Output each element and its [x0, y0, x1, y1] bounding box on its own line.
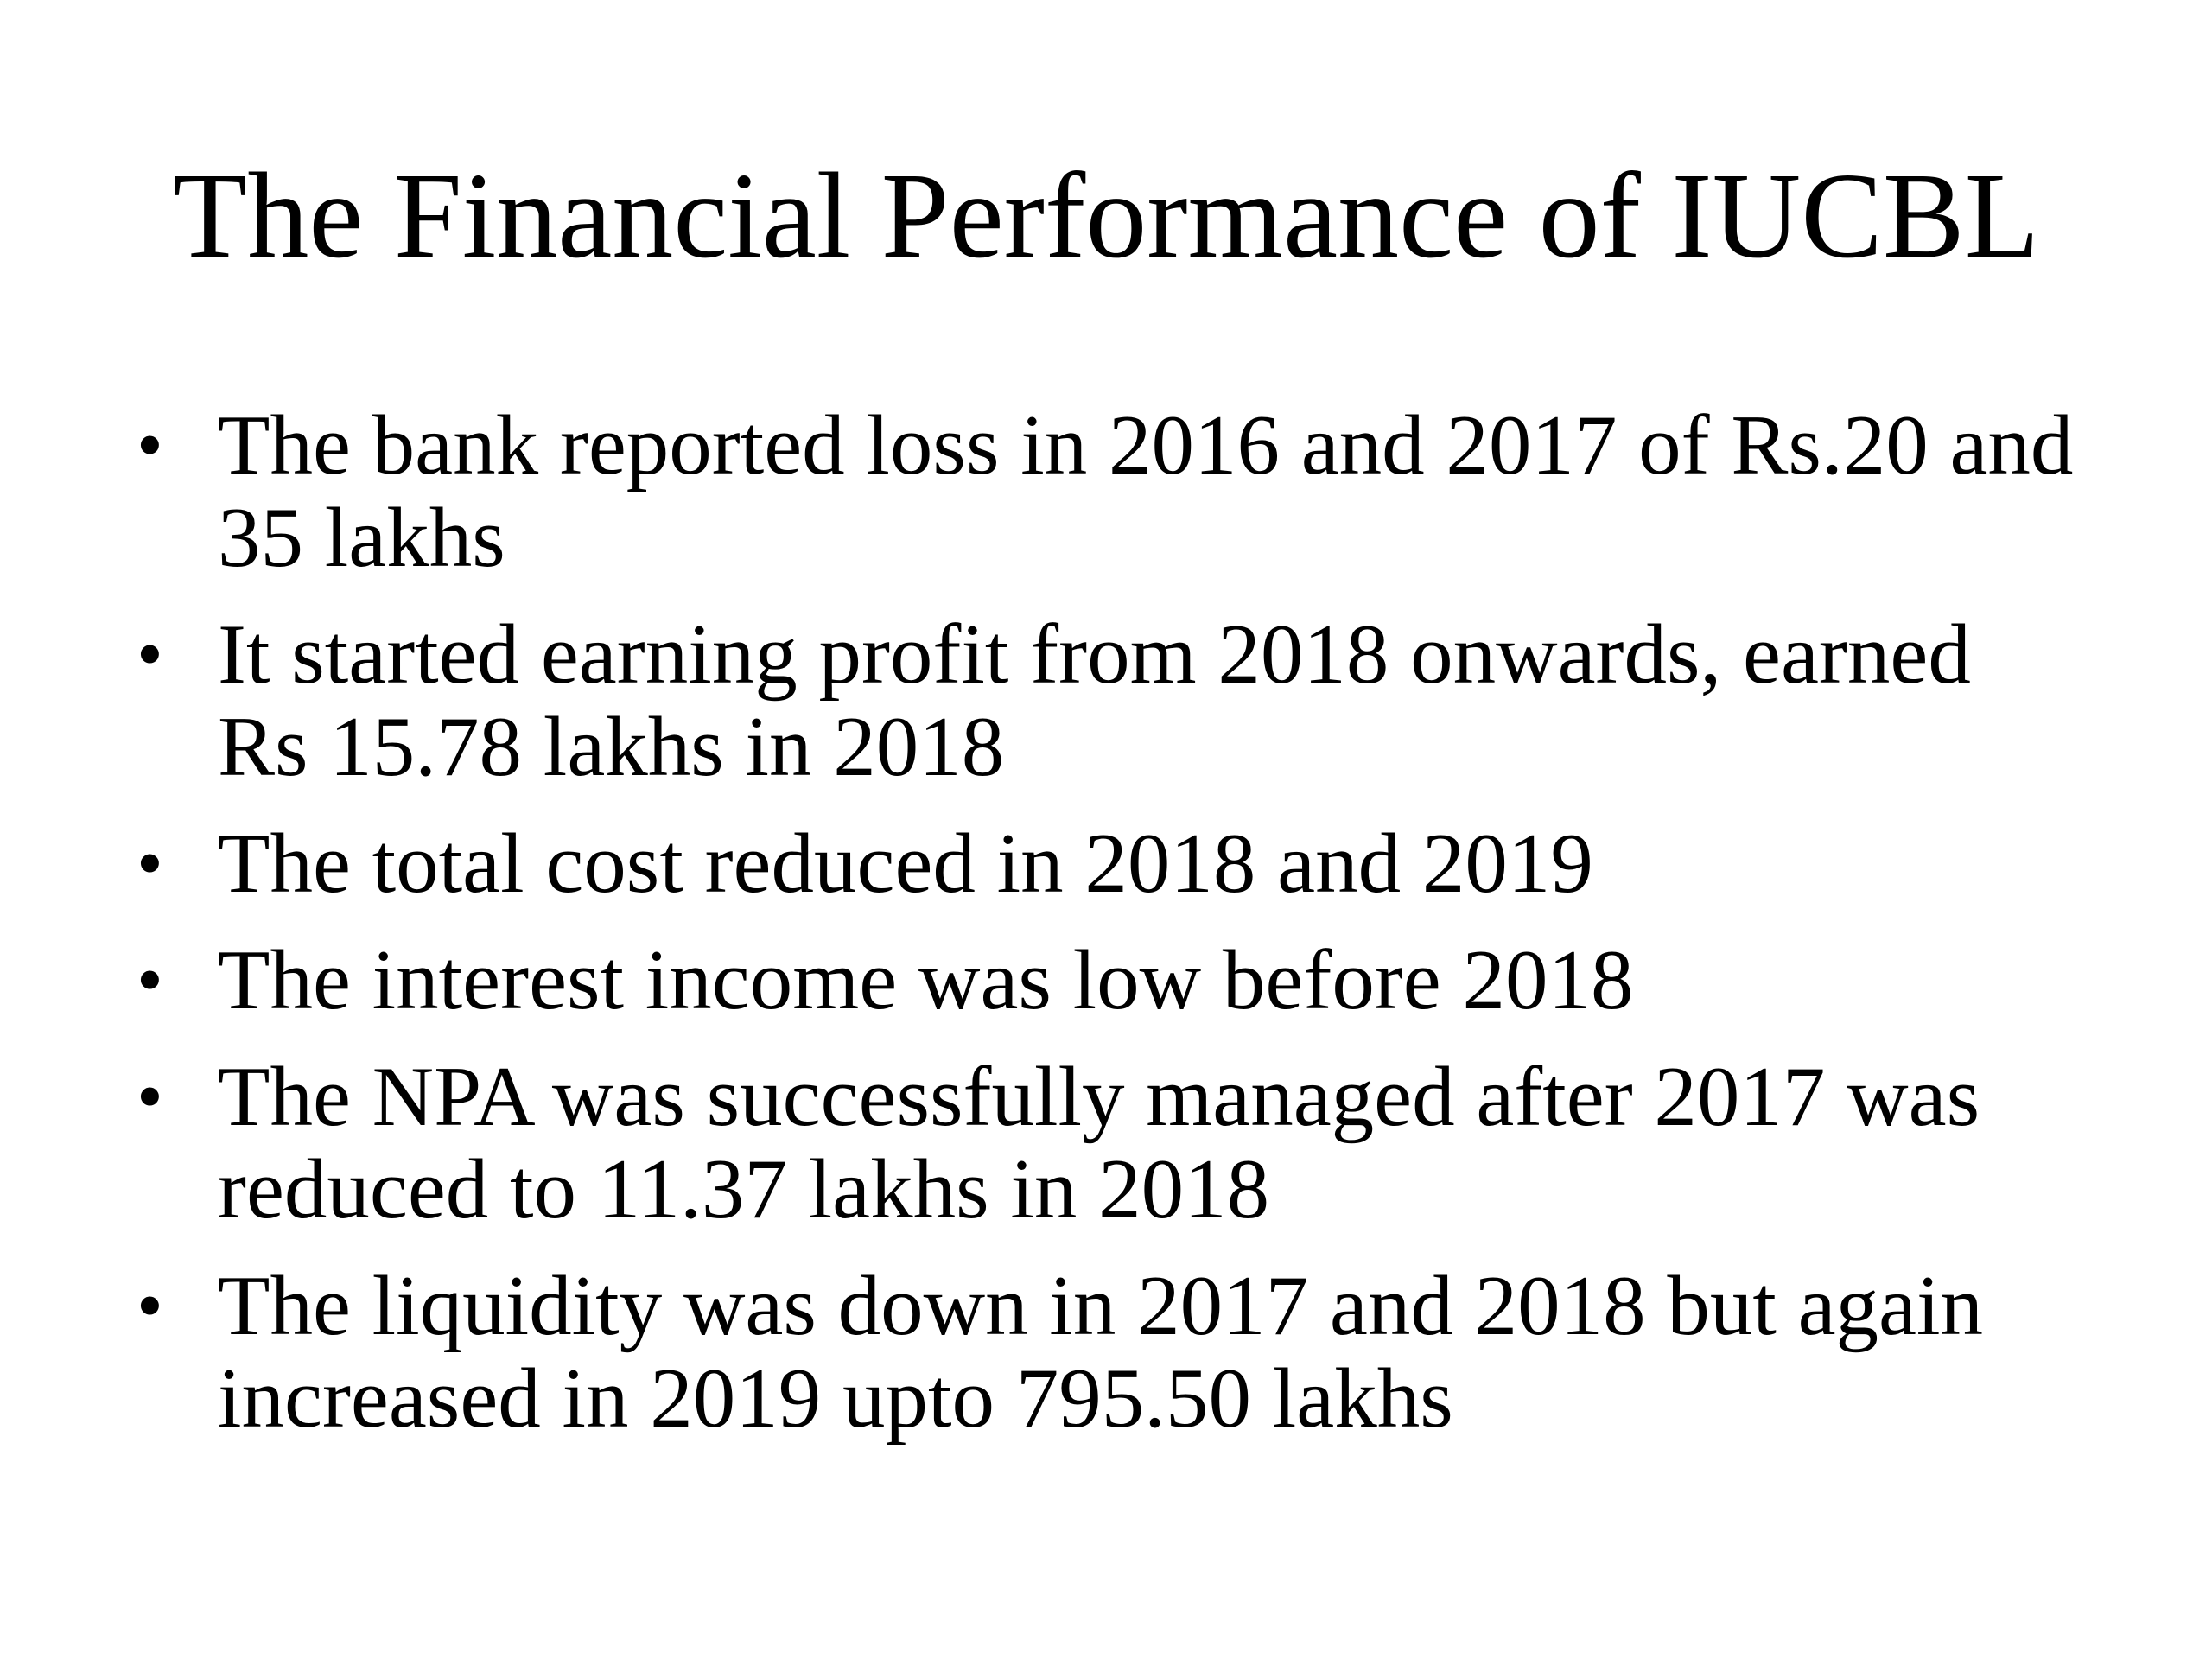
bullet-icon: •: [137, 613, 163, 696]
bullet-item: [130, 1260, 2082, 1445]
bullet-icon: •: [137, 1055, 163, 1139]
bullet-icon: •: [137, 822, 163, 906]
bullet-text: The total cost reduced in 2018 and 2019: [218, 817, 1593, 911]
bullet-item: [130, 934, 2082, 1027]
slide-title: The Financial Performance of IUCBL: [172, 147, 2040, 283]
bullet-text: It started earning profit from 2018 onwards, earned Rs 15.78 lakhs in 2018: [218, 607, 1971, 794]
bullet-item: [130, 399, 2082, 584]
bullet-icon: •: [137, 938, 163, 1022]
bullet-text: The NPA was successfully managed after 2017 was reduced to 11.37 lakhs in 2018: [218, 1050, 1980, 1236]
bullet-list: [130, 399, 2082, 1469]
bullet-item: [130, 817, 2082, 910]
bullet-icon: •: [137, 404, 163, 487]
bullet-text: The liquidity was down in 2017 and 2018 but again increased in 2019 upto 795.50 lakhs: [218, 1259, 1983, 1446]
bullet-text: The bank reported loss in 2016 and 2017 of Rs.20 and 35 lakhs: [218, 398, 2074, 585]
bullet-item: [130, 1051, 2082, 1236]
bullet-icon: •: [137, 1264, 163, 1348]
bullet-item: [130, 608, 2082, 793]
bullet-text: The interest income was low before 2018: [218, 933, 1634, 1027]
